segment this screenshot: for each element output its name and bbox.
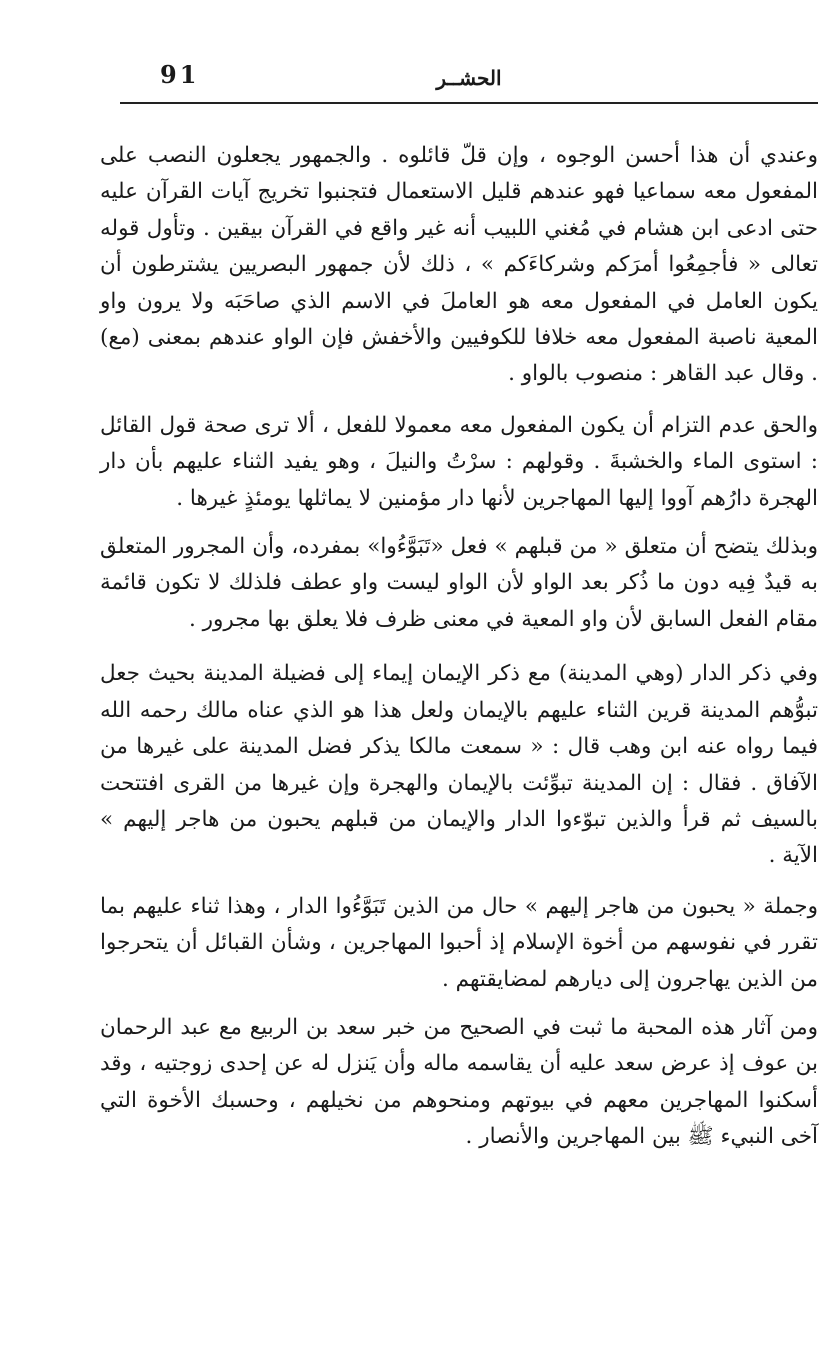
page-number: 91 [160,60,200,89]
page-header [120,58,818,104]
paragraph: والحق عدم التزام أن يكون المفعول معه معمولا للفعل ، ألا ترى صحة قول القائل : استوى الماء والخشبةَ . وقولهم : سرْتُ والنيلَ ، وهو يفيد الثناء عليهم بأن دار الهجرة دارُهم آووا إليها المهاجرين لأنها دار مؤمنين لا يماثلها يومئذٍ غيرها . [100,412,818,511]
paragraph: ومن آثار هذه المحبة ما ثبت في الصحيح من خبر سعد بن الربيع مع عبد الرحمان بن عوف إذ عرض سعد عليه أن يقاسمه ماله وأن يَنزل له عن إحدى زوجتيه ، وقد أسكنوا المهاجرين معهم في بيوتهم ومنحوهم من نخيلهم ، وحسبك الأخوة التي آخى النبيء ﷺ بين المهاجرين والأنصار . [100,1014,818,1150]
paragraph: وفي ذكر الدار (وهي المدينة) مع ذكر الإيمان إيماء إلى فضيلة المدينة بحيث جعل تبوُّهم المدينة قرين الثناء عليهم بالإيمان ولعل هذا هو الذي عناه مالك رحمه الله فيما رواه عنه ابن وهب قال : « سمعت مالكا يذكر فضل المدينة على غيرها من الآفاق . فقال : إن المدينة تبوِّئت بالإيمان والهجرة وإن غيرها من القرى افتتحت بالسيف ثم قرأ والذين تبوّءوا الدار والإيمان من قبلهم يحبون من هاجر إليهم » الآية . [100,661,818,869]
paragraph: وبذلك يتضح أن متعلق « من قبلهم » فعل «تَبَوَّءُوا» بمفرده، وأن المجرور المتعلق به قيدٌ فِيه دون ما ذُكر بعد الواو لأن الواو ليست واو عطف فلذلك لا تكون قائمة مقام الفعل السابق لأن واو المعية في معنى ظرف فلا يعلق بها مجرور . [100,534,818,632]
running-title: الحشــر [436,66,502,90]
paragraph: وجملة « يحبون من هاجر إليهم » حال من الذين تَبَوَّءُوا الدار ، وهذا ثناء عليهم بما تقرر في نفوسهم من أخوة الإسلام إذ أحبوا المهاجرين ، وشأن القبائل أن يتحرجوا من الذين يهاجرون إلى ديارهم لمضايقتهم . [100,893,818,992]
body-text [100,138,818,1170]
paragraph: وعندي أن هذا أحسن الوجوه ، وإن قلّ قائلوه . والجمهور يجعلون النصب على المفعول معه سماعيا فهو عندهم قليل الاستعمال فتجنبوا تخريج آيات القرآن عليه حتى ادعى ابن هشام في مُغني اللبيب أنه غير واقع في القرآن بيقين . وتأول قوله تعالى « فأجمِعُوا أمرَكم وشركاءَكم » ، ذلك لأن جمهور البصريين يشترطون أن يكون العامل في المفعول معه هو العاملَ في الاسم الذي صاحَبَه ولا يرون واو المعية ناصبة المفعول معه خلافا للكوفيين والأخفش فإن الواو عندهم بمعنى (مع) . وقال عبد القاهر : منصوب بالواو . [100,143,818,387]
